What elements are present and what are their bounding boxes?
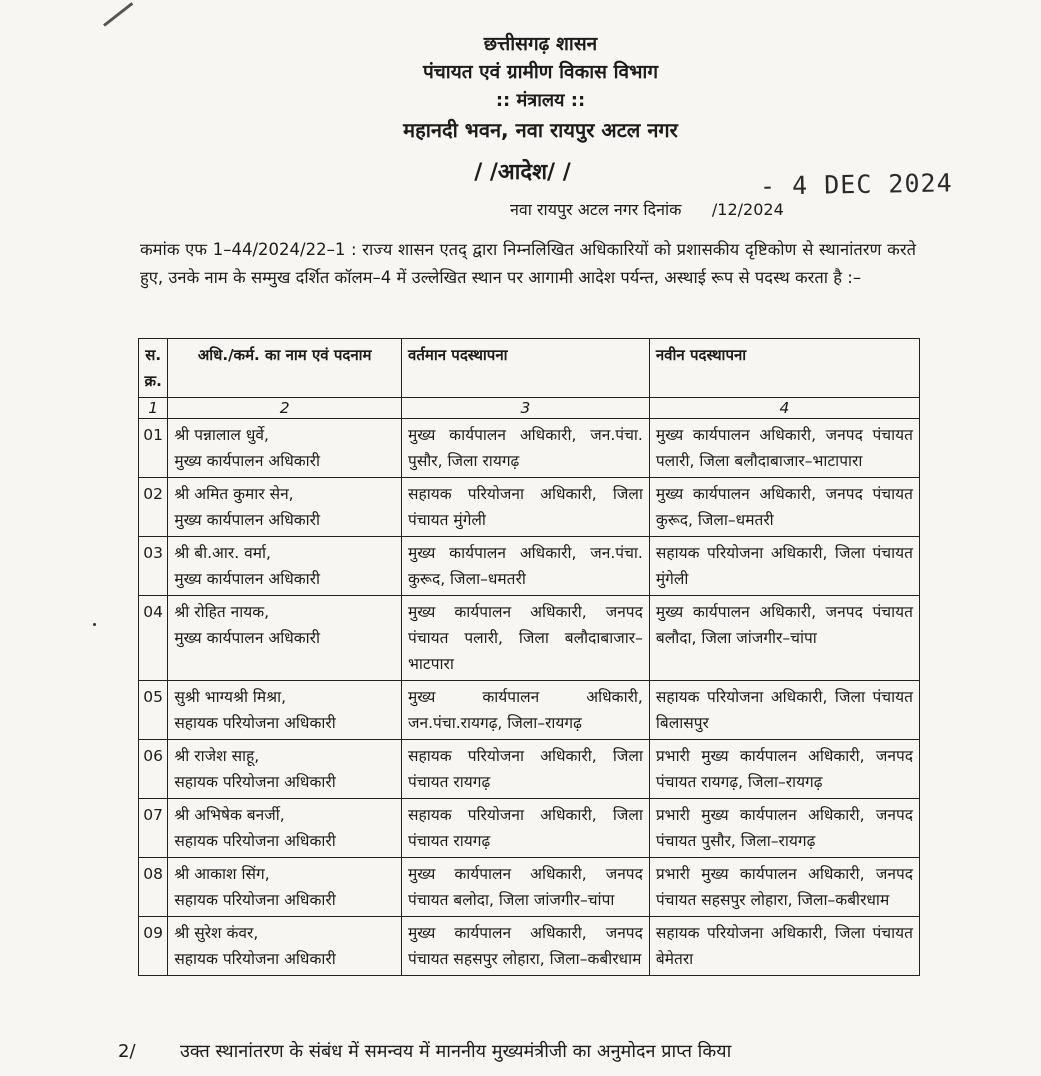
row-sno xyxy=(139,799,168,858)
row-designation: मुख्य कार्यपालन अधिकारी xyxy=(174,570,321,588)
row-name-designation xyxy=(168,858,402,917)
row-new-posting xyxy=(649,419,919,478)
row-new: प्रभारी मुख्य कार्यपालन अधिकारी, जनपद पंचायत सहसपुर लोहारा, जिला–कबीरधाम xyxy=(655,865,913,909)
row-sno xyxy=(139,740,168,799)
row-name-designation xyxy=(168,537,402,596)
row-current-posting xyxy=(402,858,650,917)
row-new-posting xyxy=(649,799,919,858)
row-designation: सहायक परियोजना अधिकारी xyxy=(174,891,336,909)
order-title: / /आदेश/ / xyxy=(474,160,571,185)
row-current: मुख्य कार्यपालन अधिकारी, जनपद पंचायत सहसपुर लोहारा, जिला–कबीरधाम xyxy=(408,924,643,968)
row-name-designation xyxy=(168,478,402,537)
row-sno xyxy=(139,537,168,596)
row-name: श्री आकाश सिंग, xyxy=(174,865,270,883)
date-stamp: - 4 DEC 2024 xyxy=(759,168,953,201)
column-number-row xyxy=(139,398,920,419)
table-row xyxy=(139,917,920,976)
row-new-posting xyxy=(649,478,919,537)
row-name-designation xyxy=(168,419,402,478)
row-new: मुख्य कार्यपालन अधिकारी, जनपद पंचायत कुरूद, जिला–धमतरी xyxy=(655,485,913,529)
col-num-4: 4 xyxy=(649,398,919,419)
header-name: अधि./कर्म. का नाम एवं पदनाम xyxy=(168,339,402,398)
row-designation: मुख्य कार्यपालन अधिकारी xyxy=(174,452,321,470)
row-sno: 09 xyxy=(143,924,164,942)
table-row xyxy=(139,740,920,799)
row-sno xyxy=(139,478,168,537)
row-current: सहायक परियोजना अधिकारी, जिला पंचायत मुंगेली xyxy=(408,485,643,529)
table-row xyxy=(139,681,920,740)
row-new: प्रभारी मुख्य कार्यपालन अधिकारी, जनपद पंचायत रायगढ़, जिला–रायगढ़ xyxy=(655,747,913,791)
row-current: मुख्य कार्यपालन अधिकारी, जन.पंचा. कुरूद, जिला–धमतरी xyxy=(408,544,643,588)
row-current-posting xyxy=(402,740,650,799)
row-sno: 07 xyxy=(143,806,164,824)
ministry-label: :: मंत्रालय :: xyxy=(495,90,586,111)
table-row xyxy=(139,419,920,478)
department-name: पंचायत एवं ग्रामीण विकास विभाग xyxy=(422,61,659,83)
row-sno: 08 xyxy=(143,865,164,883)
header-new-posting: नवीन पदस्थापना xyxy=(649,339,919,398)
row-new: मुख्य कार्यपालन अधिकारी, जनपद पंचायत बलौदा, जिला जांजगीर–चांपा xyxy=(655,603,913,647)
row-new-posting xyxy=(649,740,919,799)
table-row xyxy=(139,478,920,537)
row-name-designation xyxy=(168,596,402,681)
row-new-posting xyxy=(649,596,919,681)
table-row xyxy=(139,537,920,596)
row-current-posting xyxy=(402,917,650,976)
transfer-table xyxy=(138,338,920,976)
row-new-posting xyxy=(649,537,919,596)
row-designation: सहायक परियोजना अधिकारी xyxy=(174,773,336,791)
table-header-row xyxy=(139,339,920,398)
table-row xyxy=(139,596,920,681)
row-designation: सहायक परियोजना अधिकारी xyxy=(174,832,336,850)
col-num-3: 3 xyxy=(402,398,650,419)
row-designation: सहायक परियोजना अधिकारी xyxy=(174,950,336,968)
header-current-posting: वर्तमान पदस्थापना xyxy=(402,339,650,398)
row-name-designation xyxy=(168,681,402,740)
row-sno: 06 xyxy=(143,747,164,765)
intro-paragraph: कमांक एफ 1–44/2024/22–1 : राज्य शासन एतद् द्वारा निम्नलिखित अधिकारियों को प्रशासकीय दृष्टिकोण से स्थानांतरण करते हुए, उनके नाम के सम्मुख दर्शित कॉलम–4 में उल्लेखित स्थान पर आगामी आदेश पर्यन्त, अस्थाई रूप से पदस्थ करता है :– xyxy=(140,240,916,287)
table-row xyxy=(139,799,920,858)
col-num-2: 2 xyxy=(168,398,402,419)
row-current-posting xyxy=(402,419,650,478)
footer-text: उक्त स्थानांतरण के संबंध में समन्वय में माननीय मुख्यमंत्रीजी का अनुमोदन प्राप्त किया xyxy=(180,1041,732,1062)
row-sno: 04 xyxy=(143,603,164,621)
header-sno: स. क्र. xyxy=(139,339,168,398)
row-sno: 03 xyxy=(143,544,164,562)
row-name: श्री राजेश साहू, xyxy=(174,747,260,765)
row-new-posting xyxy=(649,681,919,740)
row-name-designation xyxy=(168,799,402,858)
row-name: श्री पन्नालाल धुर्वे, xyxy=(174,426,269,444)
col-num-1: 1 xyxy=(139,398,168,419)
government-name: छत्तीसगढ़ शासन xyxy=(483,33,598,55)
footer-paragraph xyxy=(118,1038,918,1066)
row-new: सहायक परियोजना अधिकारी, जिला पंचायत मुंगेली xyxy=(655,544,913,588)
row-current-posting xyxy=(402,478,650,537)
footer-number: 2/ xyxy=(118,1041,136,1062)
row-name-designation xyxy=(168,740,402,799)
row-sno xyxy=(139,858,168,917)
row-name: श्री रोहित नायक, xyxy=(174,603,270,621)
office-address: महानदी भवन, नवा रायपुर अटल नगर xyxy=(403,118,678,142)
row-current: मुख्य कार्यपालन अधिकारी, जनपद पंचायत बलोदा, जिला जांजगीर–चांपा xyxy=(408,865,643,909)
row-sno xyxy=(139,917,168,976)
row-new: सहायक परियोजना अधिकारी, जिला पंचायत बिलासपुर xyxy=(655,688,913,732)
row-current: मुख्य कार्यपालन अधिकारी, जन.पंचा. पुसौर, जिला रायगढ़ xyxy=(408,426,643,470)
row-designation: मुख्य कार्यपालन अधिकारी xyxy=(174,629,321,647)
row-name: श्री अमित कुमार सेन, xyxy=(174,485,294,503)
row-name-designation xyxy=(168,917,402,976)
row-current-posting xyxy=(402,799,650,858)
row-current-posting xyxy=(402,681,650,740)
row-sno: 02 xyxy=(143,485,164,503)
row-current: मुख्य कार्यपालन अधिकारी, जनपद पंचायत पलारी, जिला बलौदाबाजार–भाटपारा xyxy=(408,603,643,673)
row-current-posting xyxy=(402,537,650,596)
row-new: सहायक परियोजना अधिकारी, जिला पंचायत बेमेतरा xyxy=(655,924,913,968)
row-sno xyxy=(139,596,168,681)
row-new: प्रभारी मुख्य कार्यपालन अधिकारी, जनपद पंचायत पुसौर, जिला–रायगढ़ xyxy=(655,806,913,850)
row-designation: सहायक परियोजना अधिकारी xyxy=(174,714,336,732)
row-name: श्री अभिषेक बनर्जी, xyxy=(174,806,285,824)
row-designation: मुख्य कार्यपालन अधिकारी xyxy=(174,511,321,529)
row-new: मुख्य कार्यपालन अधिकारी, जनपद पंचायत पलारी, जिला बलौदाबाजार–भाटापारा xyxy=(655,426,913,470)
dateline: नवा रायपुर अटल नगर दिनांक /12/2024 xyxy=(510,200,784,219)
row-sno xyxy=(139,419,168,478)
table-row xyxy=(139,858,920,917)
row-sno: 05 xyxy=(143,688,164,706)
speck xyxy=(93,623,96,626)
row-name: श्री सुरेश कंवर, xyxy=(174,924,259,942)
pen-mark xyxy=(103,2,133,27)
row-current: मुख्य कार्यपालन अधिकारी, जन.पंचा.रायगढ़, जिला–रायगढ़ xyxy=(408,688,643,732)
row-sno: 01 xyxy=(143,426,164,444)
row-new-posting xyxy=(649,917,919,976)
row-current-posting xyxy=(402,596,650,681)
row-new-posting xyxy=(649,858,919,917)
row-current: सहायक परियोजना अधिकारी, जिला पंचायत रायगढ़ xyxy=(408,806,643,850)
row-current: सहायक परियोजना अधिकारी, जिला पंचायत रायगढ़ xyxy=(408,747,643,791)
row-name: सुश्री भाग्यश्री मिश्रा, xyxy=(174,688,287,706)
row-name: श्री बी.आर. वर्मा, xyxy=(174,544,271,562)
row-sno xyxy=(139,681,168,740)
